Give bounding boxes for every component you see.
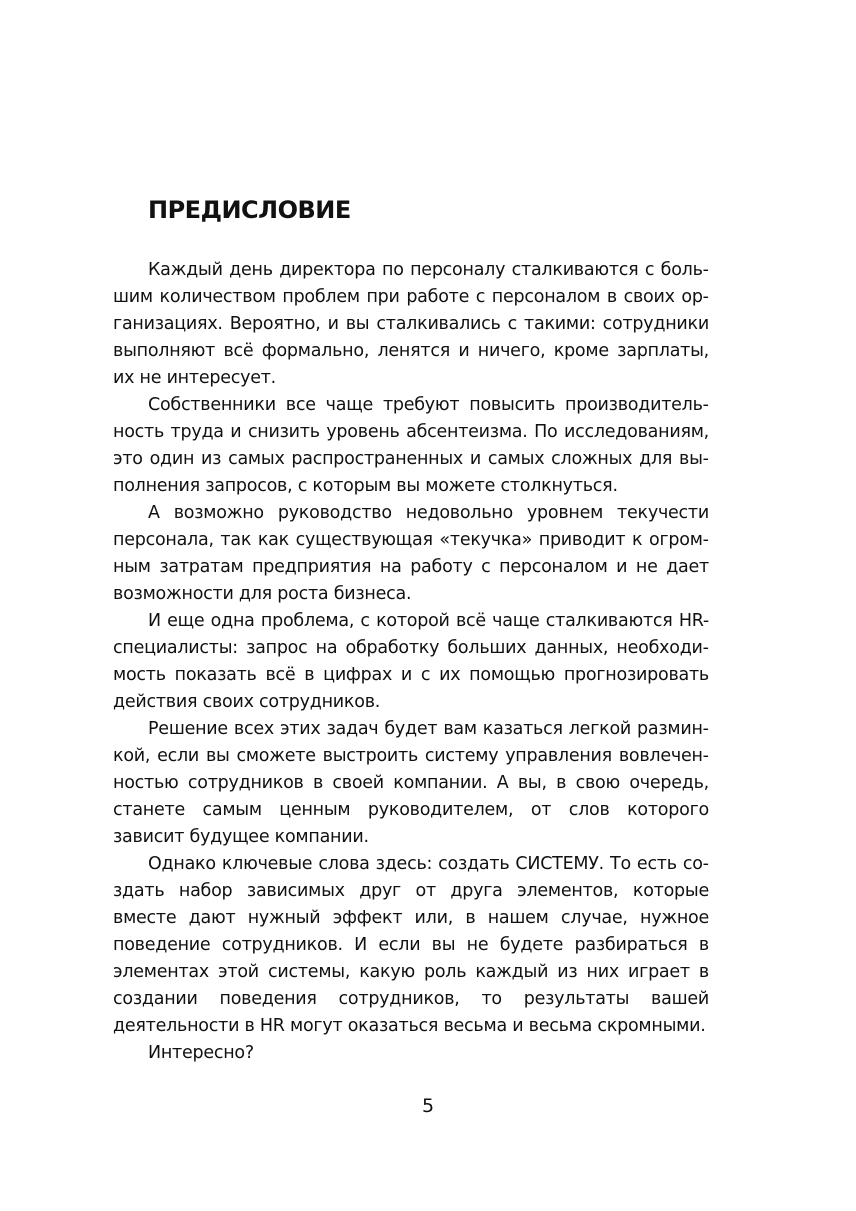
page-number: 5 — [421, 1095, 435, 1117]
paragraph-7: Интересно? — [148, 1043, 254, 1063]
paragraph-1: Каждый день директора по персоналу сталкиваются с большим количеством проблем при работе с персоналом в своих организациях. Вероятно, и вы сталкивались с такими: сотрудники выполняют всё формально, ленятся и ничего, кроме зарплаты, их не интересует. — [113, 260, 709, 388]
paragraph-4: И еще одна проблема, с которой всё чаще сталкиваются HR-специалисты: запрос на обработку больших данных, необходимость показать всё в цифрах и с их помощью прогнозировать действия своих сотрудников. — [113, 611, 709, 712]
paragraph-3: А возможно руководство недовольно уровнем текучести персонала, так как существующая «текучка» приводит к огромным затратам предприятия на работу с персоналом и не дает возможности для роста бизнеса. — [113, 503, 709, 604]
page-title: ПРЕДИСЛОВИЕ — [148, 196, 351, 224]
paragraph-2: Собственники все чаще требуют повысить производительность труда и снизить уровень абсентеизма. По исследованиям, это один из самых распространенных и самых сложных для выполнения запросов, с которым вы можете столкнуться. — [113, 395, 709, 496]
preface-body — [113, 257, 709, 1067]
paragraph-5: Решение всех этих задач будет вам казаться легкой разминкой, если вы сможете выстроить систему управления вовлеченностью сотрудников в своей компании. А вы, в свою очередь, станете самым ценным руководителем, от слов которого зависит будущее компании. — [113, 719, 709, 847]
paragraph-6: Однако ключевые слова здесь: создать СИСТЕМУ. То есть создать набор зависимых друг от друга элементов, которые вместе дают нужный эффект или, в нашем случае, нужное поведение сотрудников. И если вы не будете разбираться в элементах этой системы, какую роль каждый из них играет в создании поведения сотрудников, то результаты вашей деятельности в HR могут оказаться весьма и весьма скромными. — [113, 854, 709, 1036]
